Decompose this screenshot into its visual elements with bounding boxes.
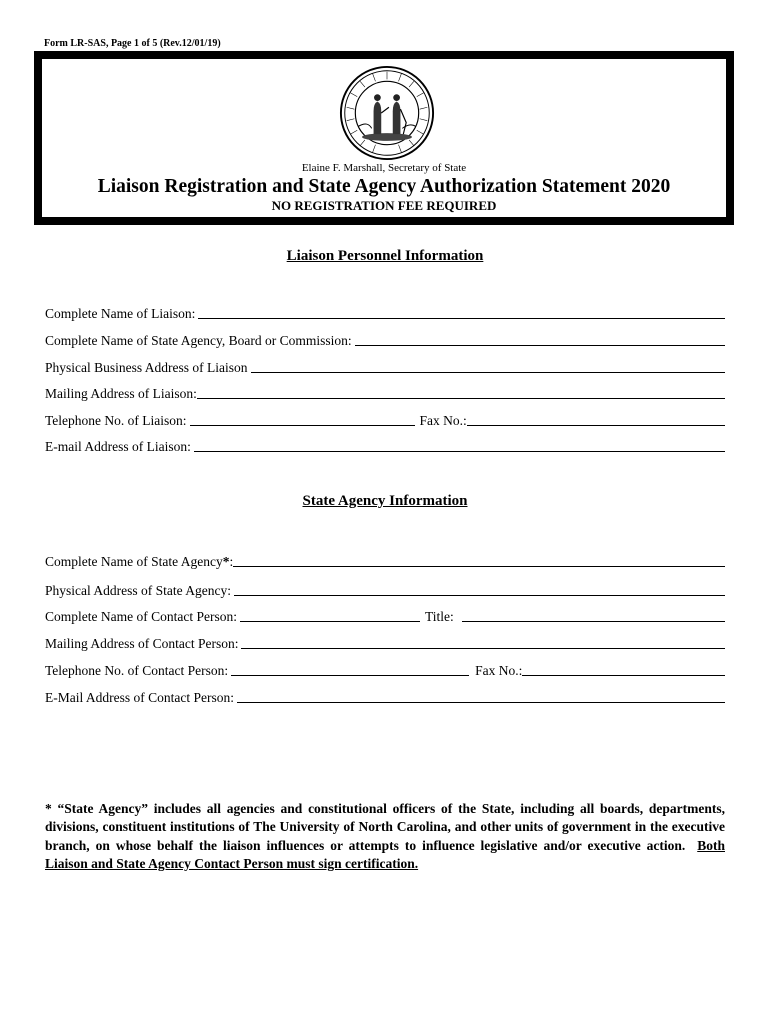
liaison-agency-row [45,331,725,349]
contact-mailing-address-row [45,634,725,652]
agency-name-marker: * [222,554,230,569]
header-frame [34,51,734,225]
contact-name-row [45,607,725,625]
header-panel [41,58,727,218]
contact-telephone-label: Telephone No. of Contact Person: [45,663,229,678]
liaison-mailing-address-label: Mailing Address of Liaison: [45,386,197,401]
contact-name-label: Complete Name of Contact Person: [45,609,237,624]
agency-name-label-text: Complete Name of State Agency [45,554,223,569]
liaison-agency-label: Complete Name of State Agency, Board or Commission: [45,333,352,348]
liaison-name-row [45,304,725,322]
contact-fax-label: Fax No.: [475,663,523,678]
contact-name-field[interactable] [240,620,420,622]
contact-mailing-address-field[interactable] [241,647,725,649]
contact-mailing-address-label: Mailing Address of Contact Person: [45,636,239,651]
contact-email-field[interactable] [237,701,725,703]
agency-section-heading: State Agency Information [302,493,468,509]
agency-name-field[interactable] [233,565,725,567]
liaison-telephone-label: Telephone No. of Liaison: [45,413,187,428]
liaison-fax-label: Fax No.: [419,413,467,428]
liaison-telephone-row [45,411,725,429]
agency-physical-address-label: Physical Address of State Agency: [45,583,231,598]
contact-telephone-field[interactable] [231,674,469,676]
liaison-name-label: Complete Name of Liaison: [45,306,196,321]
agency-name-colon: : [229,554,234,569]
agency-name-row [45,552,725,570]
liaison-section-heading: Liaison Personnel Information [286,248,484,264]
agency-physical-address-field[interactable] [234,594,725,596]
liaison-email-field[interactable] [194,450,725,452]
liaison-physical-address-field[interactable] [251,371,726,373]
contact-email-label: E-Mail Address of Contact Person: [45,690,234,705]
liaison-email-row [45,437,725,455]
agency-name-label [45,554,233,570]
contact-title-label: Title: [424,609,454,624]
fee-notice: NO REGISTRATION FEE REQUIRED [271,198,497,213]
liaison-telephone-field[interactable] [190,424,415,426]
liaison-agency-field[interactable] [355,344,725,346]
liaison-name-field[interactable] [198,317,725,319]
secretary-of-state: Elaine F. Marshall, Secretary of State [301,162,467,174]
liaison-email-label: E-mail Address of Liaison: [45,439,191,454]
certification-note: Both Liaison and State Agency Contact Person must sign certification. [45,837,725,871]
contact-telephone-row [45,661,725,679]
contact-email-row [45,688,725,706]
footnote-text: * “State Agency” includes all agencies and constitutional officers of the State, including all boards, departments, divisions, constituent institutions of The University of North Carolina, and other units of government in the executive branch, on whose behalf the liaison influences or attempts to influence legislative and/or executive action. [45,801,725,853]
liaison-physical-address-row [45,358,725,376]
contact-title-field[interactable] [462,620,725,622]
form-identifier: Form LR-SAS, Page 1 of 5 (Rev.12/01/19) [44,38,221,49]
agency-physical-address-row [45,581,725,599]
state-agency-footnote [45,800,725,873]
liaison-fax-field[interactable] [467,424,725,426]
liaison-mailing-address-row [45,384,725,402]
contact-fax-field[interactable] [522,674,725,676]
page-title: Liaison Registration and State Agency Authorization Statement 2020 [97,176,671,197]
liaison-mailing-address-field[interactable] [197,397,725,399]
liaison-physical-address-label: Physical Business Address of Liaison [45,360,248,375]
nc-great-seal-icon [339,65,435,161]
